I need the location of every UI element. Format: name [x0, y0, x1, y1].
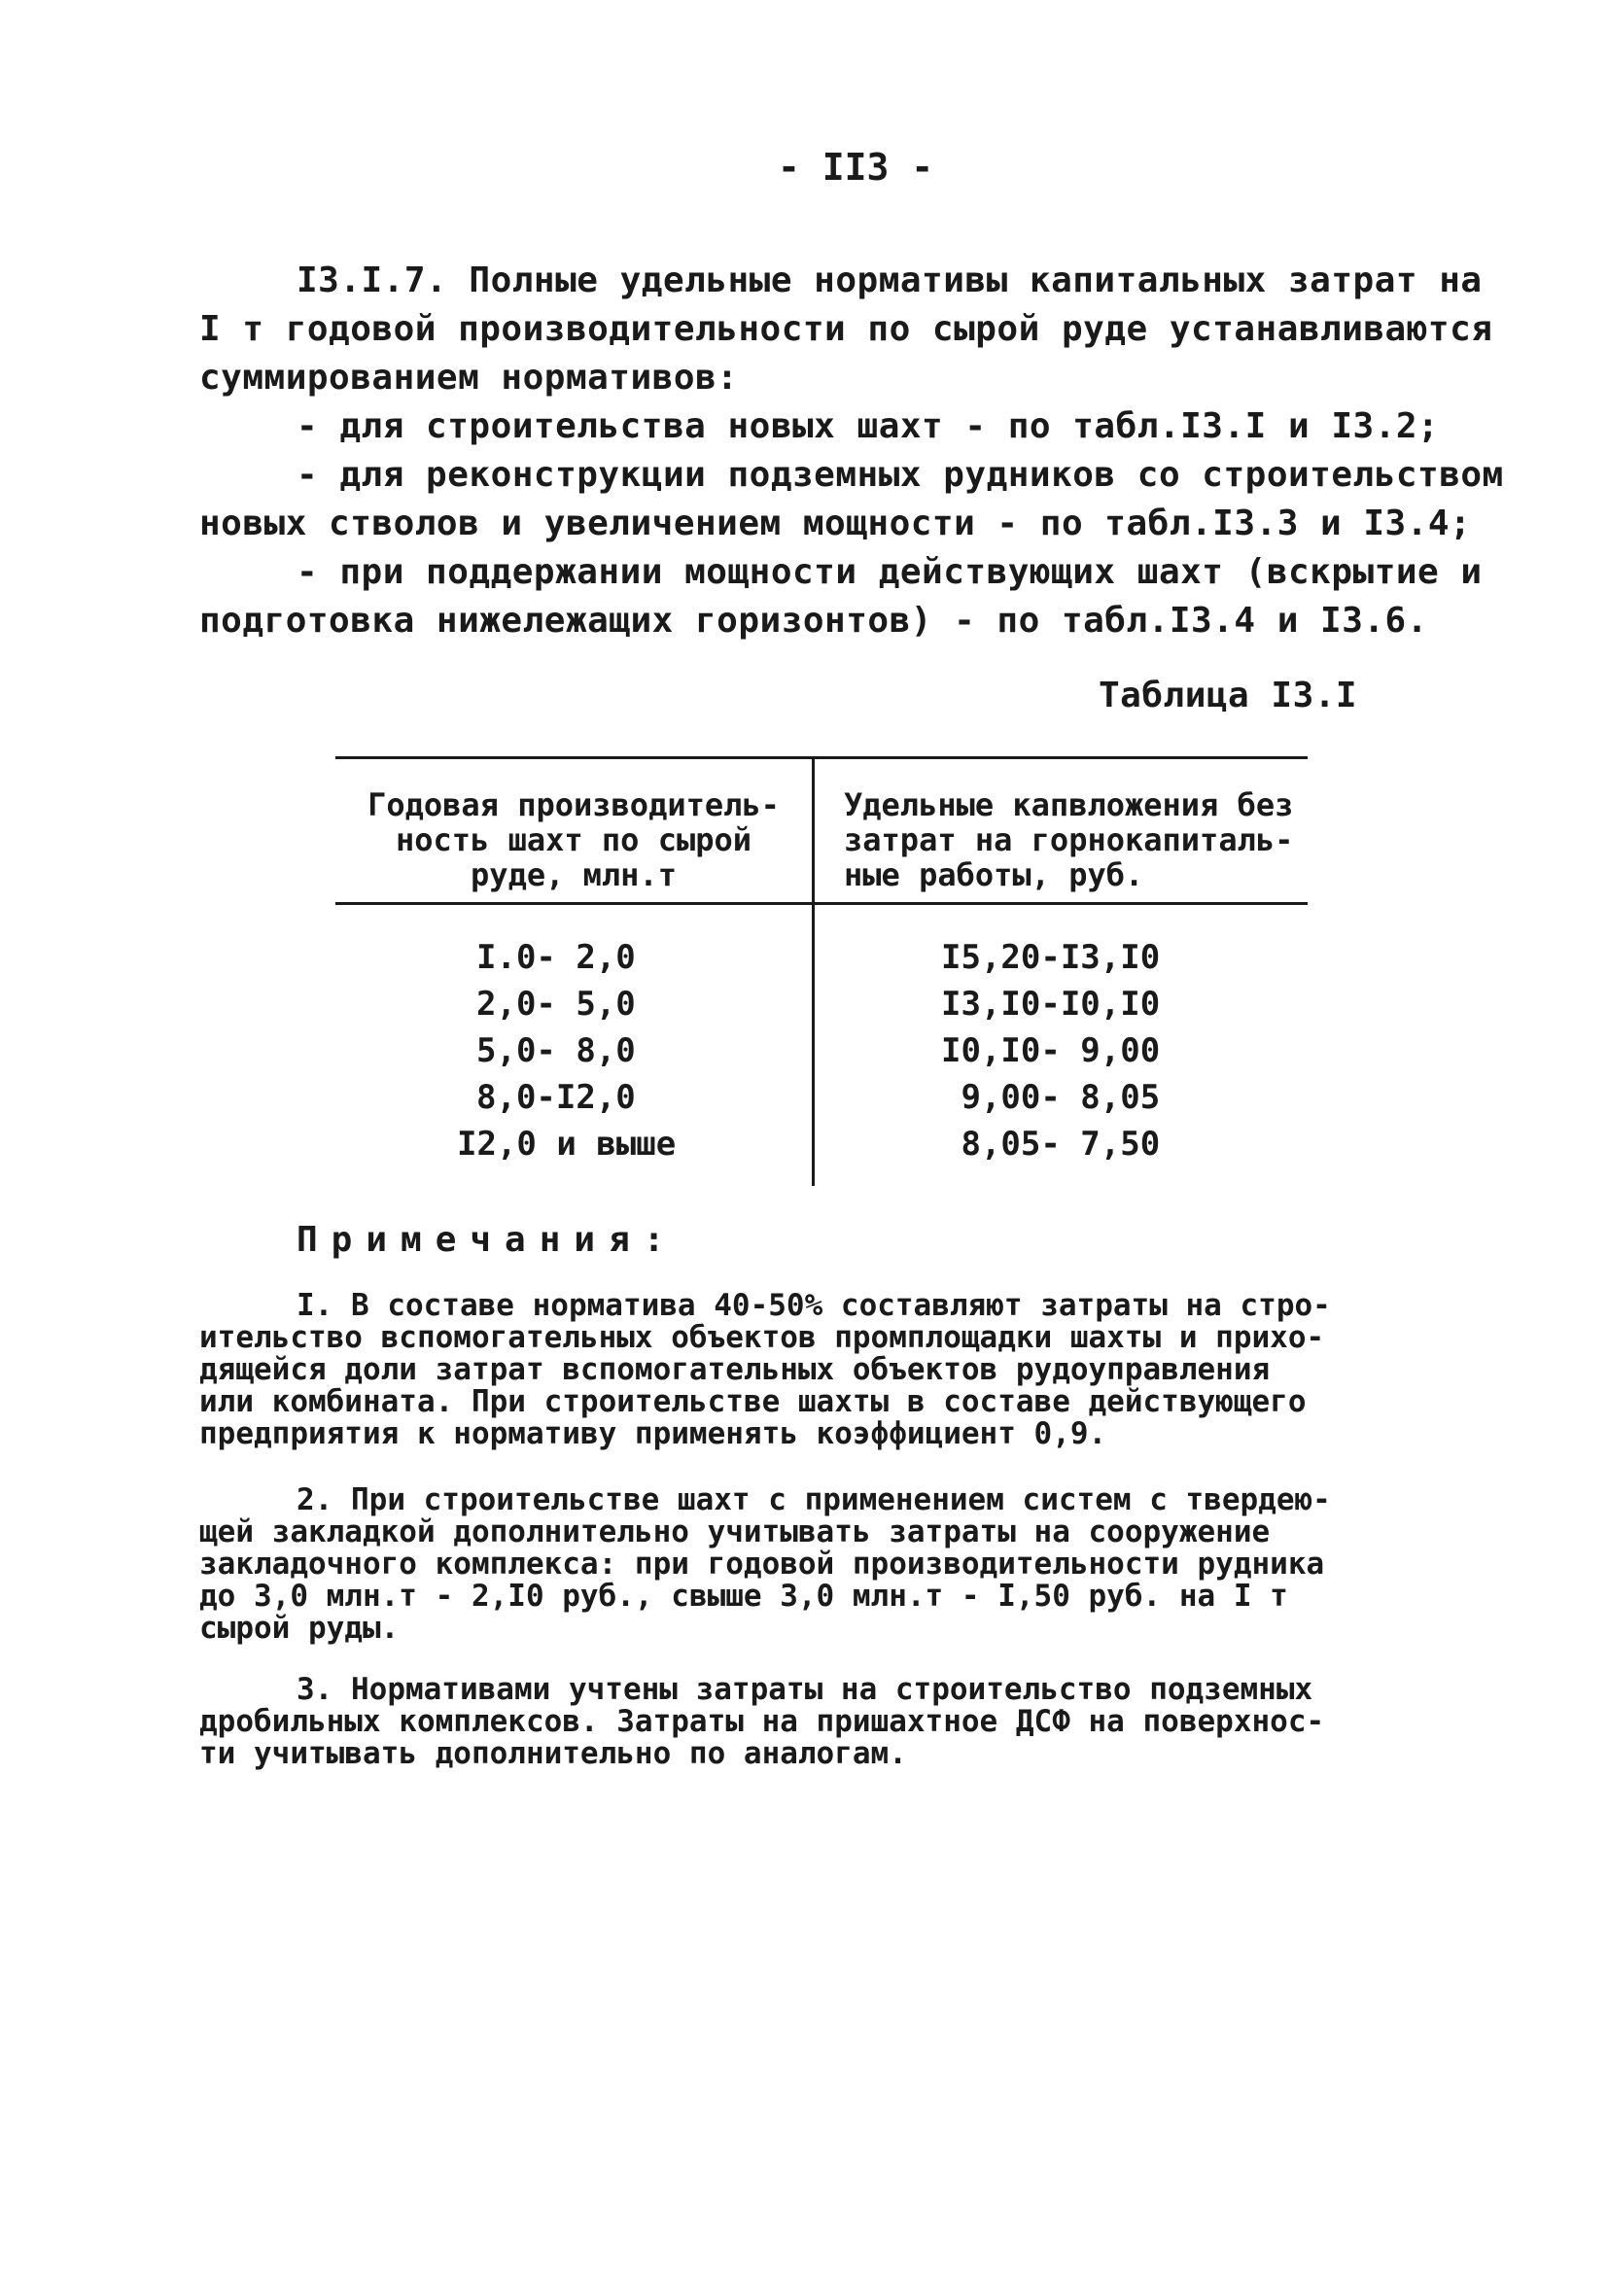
note-line: сырой руды. — [199, 1611, 400, 1646]
table-cell-range: I.0- 2,0 — [476, 938, 636, 977]
notes-heading: Примечания: — [297, 1220, 679, 1260]
intro-line: - для строительства новых шахт - по табл.I3.I и I3.2; — [297, 406, 1440, 446]
table-cell-value: I0,I0- 9,00 — [941, 1031, 1161, 1070]
header-col1-line: Годовая производитель- — [367, 786, 780, 823]
note-line: закладочного комплекса: при годовой производительности рудника — [199, 1547, 1325, 1582]
table-cell-value: I3,I0-I0,I0 — [941, 985, 1161, 1024]
table-cell-value: 9,00- 8,05 — [941, 1078, 1161, 1117]
header-col1-line: руде, млн.т — [471, 856, 677, 893]
note-line: I. В составе норматива 40-50% составляют затраты на стро- — [297, 1288, 1331, 1323]
header-col2-line: затрат на горнокапиталь- — [844, 821, 1294, 858]
table-cell-value: I5,20-I3,I0 — [941, 938, 1161, 977]
intro-line: - при поддержании мощности действующих шахт (вскрытие и — [297, 552, 1483, 592]
note-line: 3. Нормативами учтены затраты на строительство подземных — [297, 1672, 1313, 1707]
header-col1 — [335, 787, 812, 892]
intro-line: суммированием нормативов: — [199, 358, 739, 398]
intro-line: I3.I.7. Полные удельные нормативы капитальных затрат на — [297, 261, 1483, 300]
intro-line: I т годовой производительности по сырой руде устанавливаются — [199, 309, 1493, 349]
intro-line: новых стволов и увеличением мощности - по табл.I3.3 и I3.4; — [199, 504, 1472, 543]
header-col2-line: Удельные капвложения без — [844, 786, 1294, 823]
table-top-rule — [335, 756, 1308, 759]
header-col1-line: ность шахт по сырой — [395, 821, 752, 858]
note-line: ительство вспомогательных объектов промплощадки шахты и прихо- — [199, 1320, 1325, 1355]
table-cell-value: 8,05- 7,50 — [941, 1125, 1161, 1164]
note-line: или комбината. При строительстве шахты в составе действующего — [199, 1384, 1307, 1419]
note-line: 2. При строительстве шахт с применением систем с твердею- — [297, 1482, 1331, 1517]
table-cell-range: 5,0- 8,0 — [476, 1031, 636, 1070]
note-line: дробильных комплексов. Затраты на пришахтное ДСФ на поверхнос- — [199, 1704, 1325, 1739]
intro-line: - для реконструкции подземных рудников со строительством — [297, 455, 1504, 495]
header-col2-line: ные работы, руб. — [844, 856, 1144, 893]
note-line: до 3,0 млн.т - 2,I0 руб., свыше 3,0 млн.т - I,50 руб. на I т — [199, 1579, 1288, 1614]
table-header-rule — [335, 902, 1308, 905]
note-line: дящейся доли затрат вспомогательных объектов рудоуправления — [199, 1352, 1271, 1387]
note-line: предприятия к нормативу применять коэффициент 0,9. — [199, 1416, 1107, 1451]
note-line: щей закладкой дополнительно учитывать затраты на сооружение — [199, 1514, 1271, 1549]
header-col2 — [815, 787, 1301, 892]
intro-line: подготовка нижележащих горизонтов) - по табл.I3.4 и I3.6. — [199, 601, 1428, 641]
table-cell-range: 2,0- 5,0 — [476, 985, 636, 1024]
table-caption: Таблица I3.I — [1099, 676, 1358, 715]
note-line: ти учитывать дополнительно по аналогам. — [199, 1736, 907, 1771]
table-cell-range: I2,0 и выше — [457, 1125, 677, 1164]
page-number: - II3 - — [778, 146, 934, 189]
table-cell-range: 8,0-I2,0 — [476, 1078, 636, 1117]
